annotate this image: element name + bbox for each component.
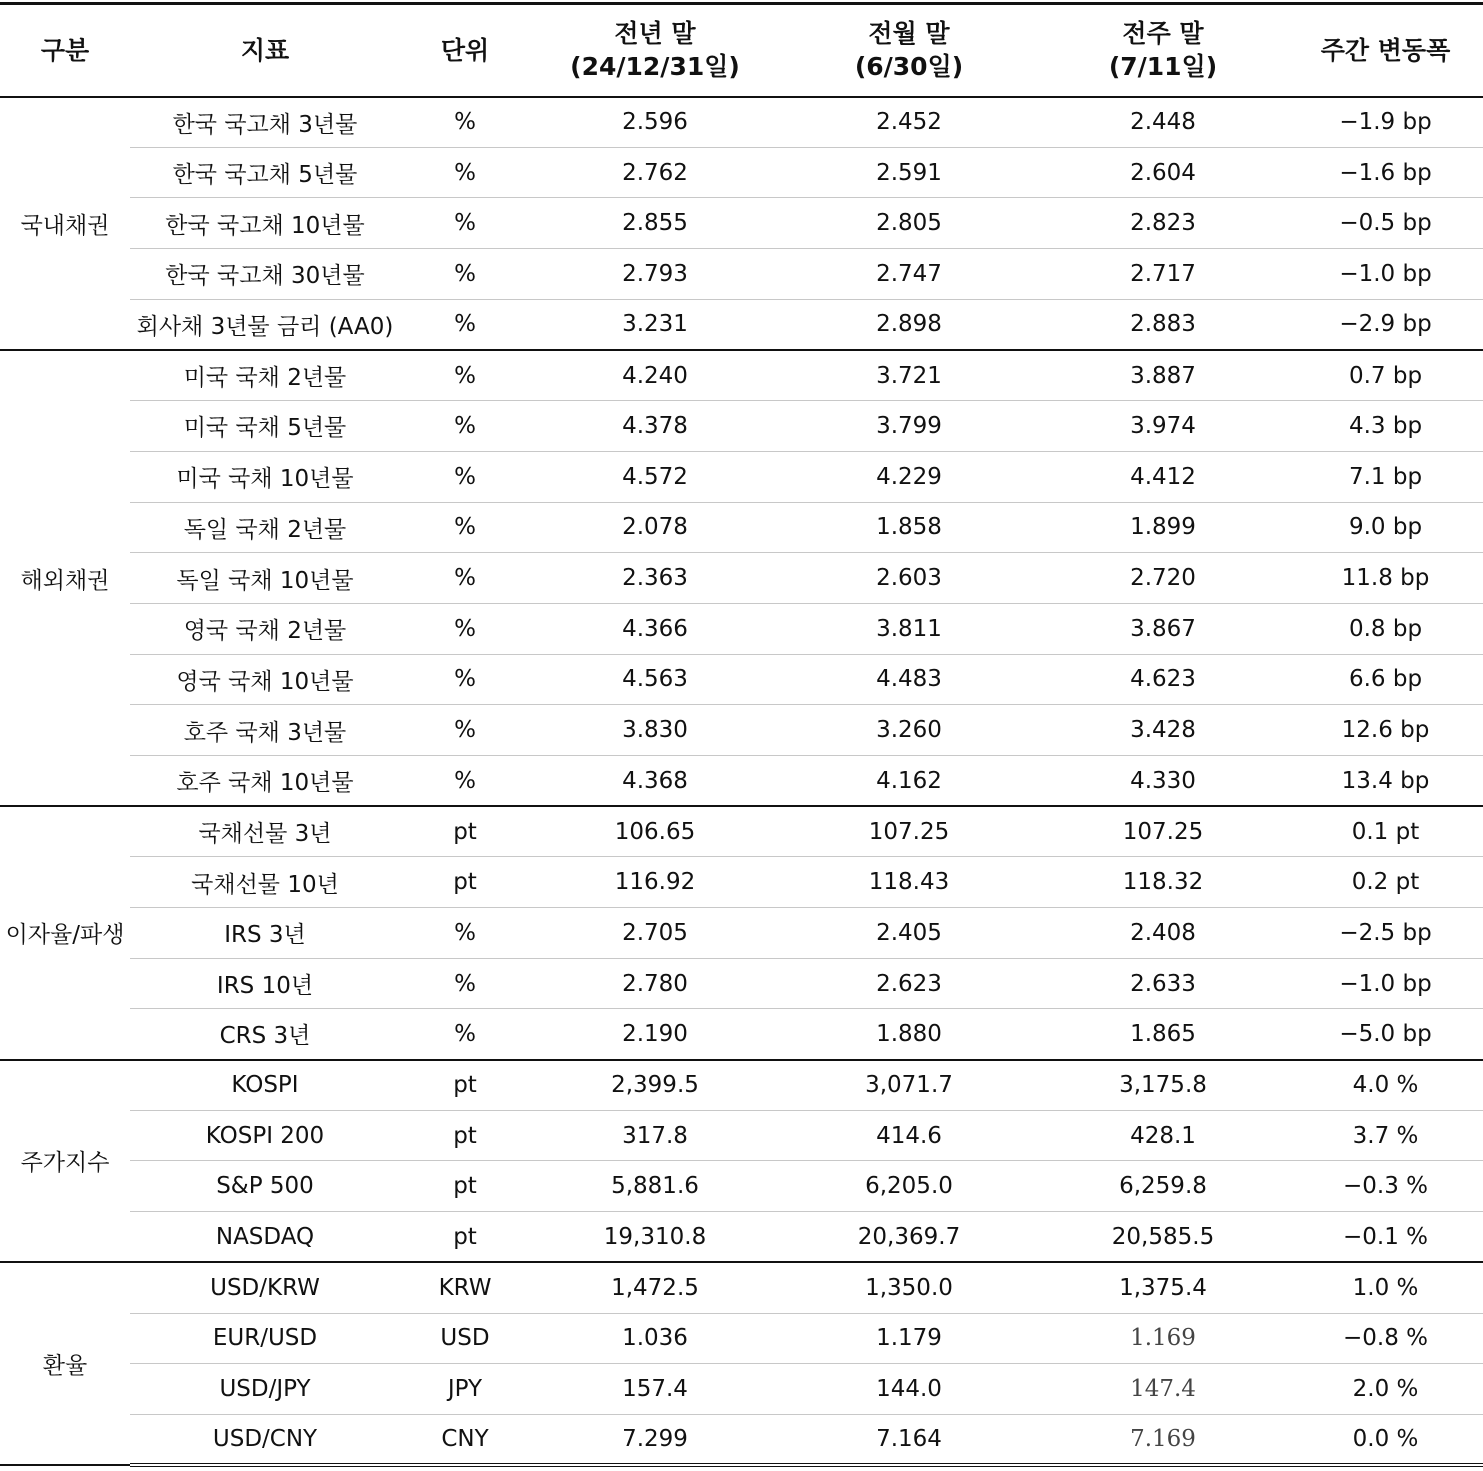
header-group: 구분	[0, 4, 130, 97]
weekly-change-cell: 0.2 pt	[1288, 857, 1483, 908]
prev-year-cell: 1.036	[530, 1313, 780, 1364]
prev-year-cell: 2.855	[530, 198, 780, 249]
prev-month-cell: 2.623	[780, 958, 1038, 1009]
prev-year-cell: 4.368	[530, 755, 780, 806]
table-row	[0, 553, 1483, 604]
table-row	[0, 1060, 1483, 1111]
prev-week-cell: 2.448	[1038, 97, 1288, 148]
prev-week-cell: 3.867	[1038, 603, 1288, 654]
prev-week-cell: 1.899	[1038, 502, 1288, 553]
prev-month-cell: 4.229	[780, 451, 1038, 502]
table-row	[0, 857, 1483, 908]
indicator-cell: 한국 국고채 3년물	[130, 97, 400, 148]
indicator-cell: 미국 국채 10년물	[130, 451, 400, 502]
indicator-cell: USD/KRW	[130, 1262, 400, 1313]
prev-week-cell: 7.169	[1038, 1414, 1288, 1465]
prev-year-cell: 2.705	[530, 908, 780, 959]
prev-week-cell: 6,259.8	[1038, 1161, 1288, 1212]
unit-cell: %	[400, 97, 530, 148]
prev-week-cell: 3.428	[1038, 705, 1288, 756]
prev-month-cell: 414.6	[780, 1110, 1038, 1161]
unit-cell: pt	[400, 857, 530, 908]
weekly-change-cell: −2.9 bp	[1288, 299, 1483, 350]
unit-cell: %	[400, 908, 530, 959]
prev-month-cell: 3.721	[780, 350, 1038, 401]
prev-month-cell: 144.0	[780, 1364, 1038, 1415]
prev-week-cell: 4.412	[1038, 451, 1288, 502]
prev-month-cell: 2.805	[780, 198, 1038, 249]
weekly-change-cell: 4.0 %	[1288, 1060, 1483, 1111]
unit-cell: %	[400, 198, 530, 249]
indicator-cell: IRS 10년	[130, 958, 400, 1009]
unit-cell: pt	[400, 806, 530, 857]
weekly-change-cell: 0.7 bp	[1288, 350, 1483, 401]
table-row	[0, 654, 1483, 705]
prev-month-cell: 2.898	[780, 299, 1038, 350]
table-row	[0, 451, 1483, 502]
prev-month-cell: 3,071.7	[780, 1060, 1038, 1111]
unit-cell: CNY	[400, 1414, 530, 1465]
indicator-cell: 영국 국채 10년물	[130, 654, 400, 705]
table-row	[0, 350, 1483, 401]
weekly-change-cell: 13.4 bp	[1288, 755, 1483, 806]
indicator-cell: 영국 국채 2년물	[130, 603, 400, 654]
header-prev-year: 전년 말 (24/12/31일)	[530, 4, 780, 97]
indicator-cell: USD/CNY	[130, 1414, 400, 1465]
weekly-change-cell: 7.1 bp	[1288, 451, 1483, 502]
prev-week-cell: 2.883	[1038, 299, 1288, 350]
prev-month-cell: 20,369.7	[780, 1212, 1038, 1263]
weekly-change-cell: −1.0 bp	[1288, 249, 1483, 300]
indicator-cell: IRS 3년	[130, 908, 400, 959]
prev-week-cell: 2.408	[1038, 908, 1288, 959]
prev-year-cell: 7.299	[530, 1414, 780, 1465]
unit-cell: %	[400, 958, 530, 1009]
table-row	[0, 147, 1483, 198]
unit-cell: pt	[400, 1161, 530, 1212]
table-row	[0, 603, 1483, 654]
prev-month-cell: 118.43	[780, 857, 1038, 908]
prev-year-cell: 19,310.8	[530, 1212, 780, 1263]
prev-year-cell: 3.231	[530, 299, 780, 350]
table-row	[0, 755, 1483, 806]
header-unit: 단위	[400, 4, 530, 97]
weekly-change-cell: −0.1 %	[1288, 1212, 1483, 1263]
indicator-cell: S&P 500	[130, 1161, 400, 1212]
prev-week-cell: 2.823	[1038, 198, 1288, 249]
table-row	[0, 1161, 1483, 1212]
prev-year-cell: 2.363	[530, 553, 780, 604]
weekly-change-cell: 0.0 %	[1288, 1414, 1483, 1465]
prev-week-cell: 20,585.5	[1038, 1212, 1288, 1263]
table-row	[0, 97, 1483, 148]
weekly-change-cell: −0.8 %	[1288, 1313, 1483, 1364]
prev-month-cell: 2.603	[780, 553, 1038, 604]
header-indicator: 지표	[130, 4, 400, 97]
prev-month-cell: 7.164	[780, 1414, 1038, 1465]
unit-cell: %	[400, 451, 530, 502]
prev-week-cell: 1.169	[1038, 1313, 1288, 1364]
prev-month-cell: 2.405	[780, 908, 1038, 959]
indicator-cell: 한국 국고채 10년물	[130, 198, 400, 249]
unit-cell: %	[400, 603, 530, 654]
table-row	[0, 1212, 1483, 1263]
group-label-cell: 해외채권	[0, 350, 130, 806]
prev-year-cell: 317.8	[530, 1110, 780, 1161]
indicator-cell: 한국 국고채 30년물	[130, 249, 400, 300]
prev-month-cell: 3.811	[780, 603, 1038, 654]
unit-cell: pt	[400, 1212, 530, 1263]
unit-cell: %	[400, 553, 530, 604]
prev-year-cell: 5,881.6	[530, 1161, 780, 1212]
weekly-change-cell: 12.6 bp	[1288, 705, 1483, 756]
prev-year-cell: 4.240	[530, 350, 780, 401]
prev-week-cell: 428.1	[1038, 1110, 1288, 1161]
unit-cell: %	[400, 654, 530, 705]
prev-week-cell: 4.623	[1038, 654, 1288, 705]
indicator-cell: EUR/USD	[130, 1313, 400, 1364]
prev-month-cell: 1.858	[780, 502, 1038, 553]
prev-year-cell: 2.078	[530, 502, 780, 553]
prev-month-cell: 1.880	[780, 1009, 1038, 1060]
prev-week-cell: 118.32	[1038, 857, 1288, 908]
weekly-change-cell: −5.0 bp	[1288, 1009, 1483, 1060]
prev-month-cell: 3.799	[780, 401, 1038, 452]
weekly-change-cell: 1.0 %	[1288, 1262, 1483, 1313]
prev-year-cell: 157.4	[530, 1364, 780, 1415]
prev-year-cell: 106.65	[530, 806, 780, 857]
table-row	[0, 198, 1483, 249]
prev-week-cell: 1.865	[1038, 1009, 1288, 1060]
unit-cell: %	[400, 502, 530, 553]
weekly-change-cell: 3.7 %	[1288, 1110, 1483, 1161]
prev-year-cell: 2.762	[530, 147, 780, 198]
table-body	[0, 97, 1483, 1466]
prev-month-cell: 1.179	[780, 1313, 1038, 1364]
weekly-change-cell: 11.8 bp	[1288, 553, 1483, 604]
prev-week-cell: 2.633	[1038, 958, 1288, 1009]
prev-week-cell: 2.604	[1038, 147, 1288, 198]
table-row	[0, 806, 1483, 857]
table-row	[0, 1364, 1483, 1415]
table-row	[0, 705, 1483, 756]
weekly-change-cell: 2.0 %	[1288, 1364, 1483, 1415]
weekly-change-cell: −2.5 bp	[1288, 908, 1483, 959]
group-label-cell: 주가지수	[0, 1060, 130, 1263]
weekly-change-cell: 0.1 pt	[1288, 806, 1483, 857]
prev-week-cell: 147.4	[1038, 1364, 1288, 1415]
prev-week-cell: 3.887	[1038, 350, 1288, 401]
unit-cell: %	[400, 755, 530, 806]
prev-year-cell: 3.830	[530, 705, 780, 756]
unit-cell: %	[400, 299, 530, 350]
indicator-cell: KOSPI 200	[130, 1110, 400, 1161]
table-row	[0, 958, 1483, 1009]
prev-month-cell: 2.591	[780, 147, 1038, 198]
weekly-change-cell: 0.8 bp	[1288, 603, 1483, 654]
prev-year-cell: 116.92	[530, 857, 780, 908]
weekly-change-cell: −1.9 bp	[1288, 97, 1483, 148]
indicator-cell: 미국 국채 2년물	[130, 350, 400, 401]
weekly-change-cell: 9.0 bp	[1288, 502, 1483, 553]
unit-cell: pt	[400, 1060, 530, 1111]
indicator-cell: NASDAQ	[130, 1212, 400, 1263]
indicator-cell: CRS 3년	[130, 1009, 400, 1060]
weekly-change-cell: −1.6 bp	[1288, 147, 1483, 198]
prev-year-cell: 2.793	[530, 249, 780, 300]
market-indicators-table	[0, 2, 1483, 1467]
weekly-change-cell: −0.3 %	[1288, 1161, 1483, 1212]
prev-year-cell: 2.596	[530, 97, 780, 148]
indicator-cell: 독일 국채 2년물	[130, 502, 400, 553]
indicator-cell: 한국 국고채 5년물	[130, 147, 400, 198]
indicator-cell: 독일 국채 10년물	[130, 553, 400, 604]
prev-year-cell: 1,472.5	[530, 1262, 780, 1313]
prev-week-cell: 2.717	[1038, 249, 1288, 300]
indicator-cell: 호주 국채 10년물	[130, 755, 400, 806]
table-row	[0, 1110, 1483, 1161]
header-weekly-change: 주간 변동폭	[1288, 4, 1483, 97]
unit-cell: USD	[400, 1313, 530, 1364]
indicator-cell: USD/JPY	[130, 1364, 400, 1415]
prev-month-cell: 3.260	[780, 705, 1038, 756]
unit-cell: JPY	[400, 1364, 530, 1415]
prev-month-cell: 2.452	[780, 97, 1038, 148]
table-row	[0, 249, 1483, 300]
prev-week-cell: 107.25	[1038, 806, 1288, 857]
table-row	[0, 299, 1483, 350]
prev-week-cell: 3,175.8	[1038, 1060, 1288, 1111]
indicator-cell: 국채선물 10년	[130, 857, 400, 908]
prev-month-cell: 4.162	[780, 755, 1038, 806]
group-label-cell: 이자율/파생	[0, 806, 130, 1059]
weekly-change-cell: 6.6 bp	[1288, 654, 1483, 705]
unit-cell: %	[400, 350, 530, 401]
group-label-cell: 환율	[0, 1262, 130, 1465]
table-row	[0, 908, 1483, 959]
header-prev-month: 전월 말 (6/30일)	[780, 4, 1038, 97]
table-row	[0, 401, 1483, 452]
prev-week-cell: 1,375.4	[1038, 1262, 1288, 1313]
prev-month-cell: 1,350.0	[780, 1262, 1038, 1313]
unit-cell: %	[400, 401, 530, 452]
unit-cell: %	[400, 147, 530, 198]
table-row	[0, 1009, 1483, 1060]
indicator-cell: 호주 국채 3년물	[130, 705, 400, 756]
prev-week-cell: 2.720	[1038, 553, 1288, 604]
prev-year-cell: 4.378	[530, 401, 780, 452]
table-row	[0, 1414, 1483, 1465]
indicator-cell: 미국 국채 5년물	[130, 401, 400, 452]
prev-year-cell: 4.366	[530, 603, 780, 654]
unit-cell: %	[400, 1009, 530, 1060]
prev-month-cell: 107.25	[780, 806, 1038, 857]
unit-cell: %	[400, 705, 530, 756]
table-row	[0, 1262, 1483, 1313]
weekly-change-cell: −0.5 bp	[1288, 198, 1483, 249]
table-row	[0, 1313, 1483, 1364]
unit-cell: KRW	[400, 1262, 530, 1313]
prev-year-cell: 2.190	[530, 1009, 780, 1060]
weekly-change-cell: 4.3 bp	[1288, 401, 1483, 452]
unit-cell: %	[400, 249, 530, 300]
indicator-cell: 국채선물 3년	[130, 806, 400, 857]
prev-year-cell: 4.572	[530, 451, 780, 502]
weekly-change-cell: −1.0 bp	[1288, 958, 1483, 1009]
indicator-cell: 회사채 3년물 금리 (AA0)	[130, 299, 400, 350]
prev-week-cell: 4.330	[1038, 755, 1288, 806]
unit-cell: pt	[400, 1110, 530, 1161]
group-label-cell: 국내채권	[0, 97, 130, 350]
prev-month-cell: 2.747	[780, 249, 1038, 300]
prev-month-cell: 6,205.0	[780, 1161, 1038, 1212]
header-row	[0, 4, 1483, 97]
header-prev-week: 전주 말 (7/11일)	[1038, 4, 1288, 97]
prev-year-cell: 4.563	[530, 654, 780, 705]
prev-week-cell: 3.974	[1038, 401, 1288, 452]
table-row	[0, 502, 1483, 553]
prev-year-cell: 2,399.5	[530, 1060, 780, 1111]
prev-year-cell: 2.780	[530, 958, 780, 1009]
indicator-cell: KOSPI	[130, 1060, 400, 1111]
prev-month-cell: 4.483	[780, 654, 1038, 705]
